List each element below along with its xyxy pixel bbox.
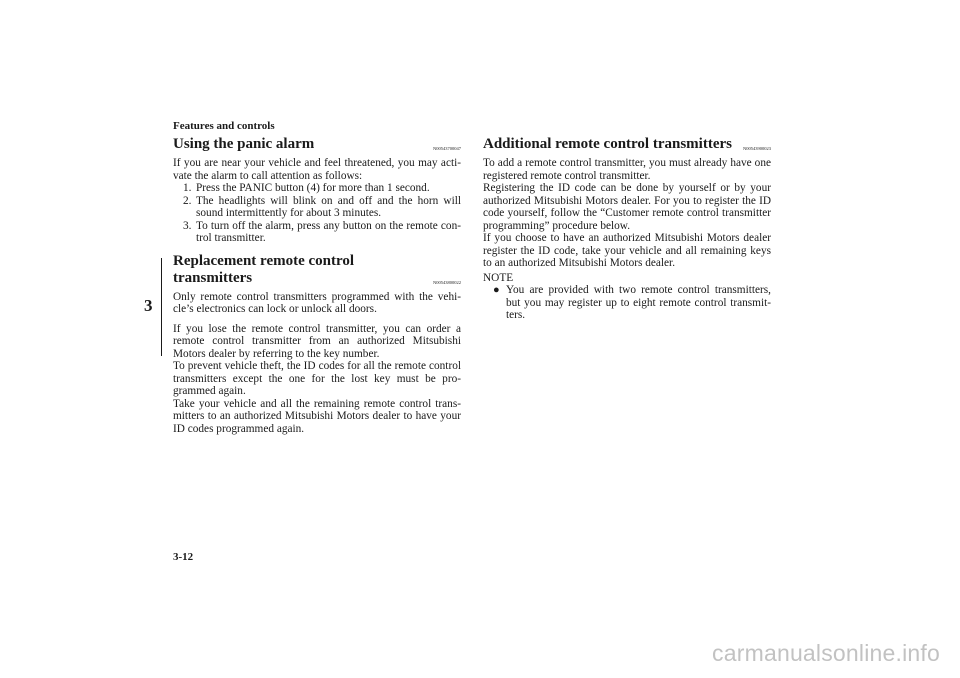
- step-number: 3.: [183, 219, 192, 232]
- step-item: [173, 220, 461, 245]
- paragraph: To add a remote control transmitter, you must already have one registered remote control transmitter.: [483, 157, 771, 182]
- section-heading: Additional remote control transmitters: [483, 136, 732, 152]
- section-code: N00543900023: [743, 146, 771, 151]
- additional-heading-row: [483, 136, 771, 153]
- step-item: [173, 182, 461, 195]
- running-head: Features and controls: [173, 120, 275, 132]
- panic-steps-list: [173, 182, 461, 245]
- section-code: N00543800022: [433, 279, 461, 285]
- left-column: [173, 136, 461, 443]
- paragraph: If you choose to have an authorized Mitsubishi Motors dealer register the ID code, take your vehicle and all remaining keys to an authorized Mitsubishi Motors dealer.: [483, 232, 771, 269]
- section-heading: Replacement remote control transmitters: [173, 252, 355, 286]
- right-column: [483, 136, 771, 330]
- step-number: 2.: [183, 194, 192, 207]
- paragraph: Take your vehicle and all the remaining remote control trans-mitters to an authorized Mitsubishi Motors dealer to have your ID codes programmed again.: [173, 397, 461, 435]
- panic-alarm-heading-row: [173, 136, 461, 153]
- note-label: NOTE: [483, 271, 514, 284]
- panic-alarm-section: [173, 136, 461, 245]
- step-item: [173, 195, 461, 220]
- note-text: You are provided with two remote control transmitters, but you may register up to eight remote control transmit-ters.: [506, 284, 771, 321]
- note-item: [483, 284, 771, 322]
- paragraph: Registering the ID code can be done by yourself or by your authorized Mitsubishi Motors dealer. For you to register the ID code yourself, follow the “Customer remote control transmitter programming” procedure below.: [483, 182, 771, 232]
- panic-intro: If you are near your vehicle and feel threatened, you may acti-vate the alarm to call attention as follows:: [173, 157, 461, 182]
- paragraph: If you lose the remote control transmitter, you can order a remote control transmitter from an authorized Mitsubishi Motors dealer by referring to the key number.: [173, 322, 461, 360]
- replacement-section: [173, 253, 461, 436]
- additional-section: [483, 136, 771, 322]
- chapter-tab: 3: [144, 296, 153, 315]
- step-number: 1.: [183, 182, 192, 194]
- bullet-icon: ●: [493, 284, 500, 296]
- paragraph: To prevent vehicle theft, the ID codes for all the remote control transmitters except the one for the lost key must be pro-grammed again.: [173, 360, 461, 397]
- section-code: N00543700047: [433, 146, 461, 151]
- paragraph: Only remote control transmitters programmed with the vehi-cle’s electronics can lock or unlock all doors.: [173, 290, 461, 315]
- step-text: To turn off the alarm, press any button on the remote con-trol transmitter.: [196, 219, 461, 244]
- step-text: Press the PANIC button (4) for more than 1 second.: [196, 182, 430, 194]
- chapter-tab-rule: [161, 258, 162, 356]
- section-heading: Using the panic alarm: [173, 136, 315, 152]
- page-number: 3-12: [173, 551, 194, 563]
- watermark: carmanualsonline.info: [712, 640, 940, 666]
- replacement-heading-row: [173, 253, 461, 287]
- step-text: The headlights will blink on and off and the horn will sound intermittently for about 3 minutes.: [196, 194, 461, 219]
